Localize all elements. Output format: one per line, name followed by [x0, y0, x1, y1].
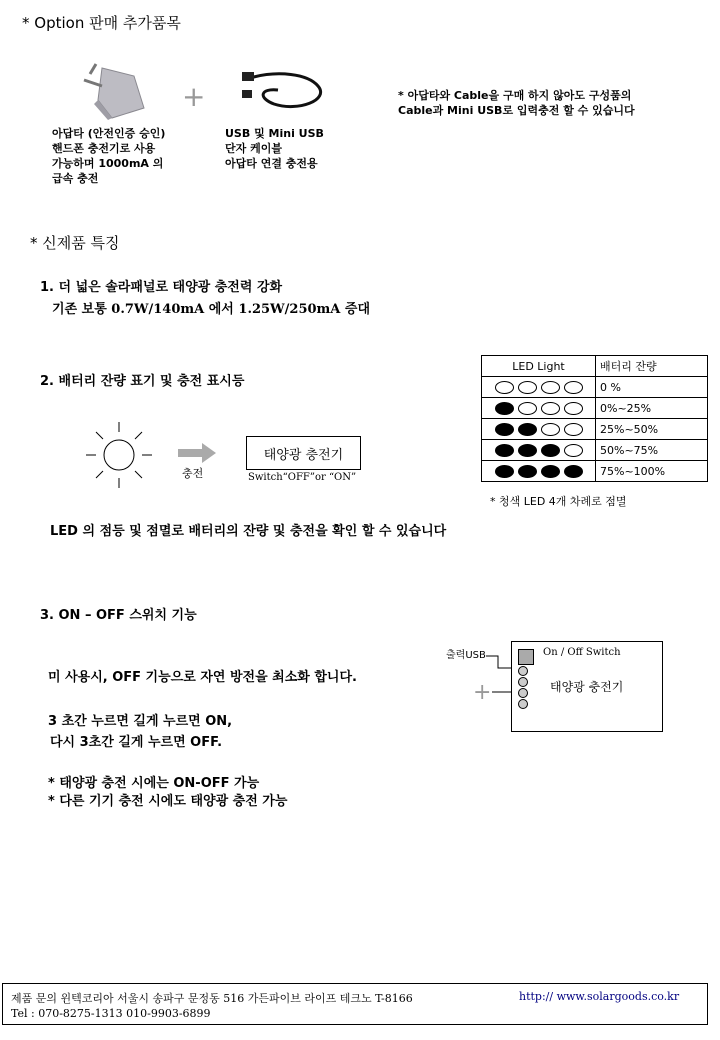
led-dot	[495, 465, 514, 478]
led-dots	[482, 461, 596, 482]
led-indicator-icon	[518, 699, 528, 709]
option-note-line: * 아답타와 Cable을 구매 하지 않아도 구성품의	[398, 89, 632, 102]
led-dots	[482, 440, 596, 461]
option-note-line: Cable과 Mini USB로 입력충전 할 수 있습니다	[398, 104, 635, 117]
led-dot	[564, 381, 583, 394]
plus-connector-line	[492, 686, 512, 698]
sun-icon	[86, 420, 152, 490]
footer-phone: Tel : 070-8275-1313 010-9903-6899	[11, 1007, 211, 1020]
led-dot	[541, 402, 560, 415]
led-dot	[564, 465, 583, 478]
table-row	[482, 419, 708, 440]
switch-caption: Switch“OFF”or “ON”	[248, 472, 357, 483]
led-dot	[495, 444, 514, 457]
led-dot	[518, 423, 537, 436]
led-dot	[541, 381, 560, 394]
switch-label: On / Off Switch	[543, 647, 621, 658]
charger-box: 태양광 충전기	[246, 436, 361, 470]
arrow-right-icon	[178, 443, 218, 463]
led-dots	[482, 419, 596, 440]
header-level: 배터리 잔량	[596, 356, 708, 377]
level-label: 25%~50%	[596, 419, 708, 440]
led-dot	[541, 423, 560, 436]
led-dot	[564, 444, 583, 457]
footer-contact: 제품 문의 윈텍코리아 서울시 송파구 문정동 516 가든파이브 라이프 테크노 T-8166	[11, 992, 413, 1005]
plus-sign: +	[182, 80, 206, 113]
led-dot	[564, 402, 583, 415]
adapter-caption-line: 급속 충전	[52, 172, 99, 185]
level-label: 0 %	[596, 377, 708, 398]
led-dot	[518, 381, 537, 394]
adapter-caption-line: 가능하며 1000mA 의	[52, 157, 164, 170]
feature1-title: 1. 더 넓은 솔라패널로 태양광 충전력 강화	[40, 280, 283, 295]
led-dot	[518, 465, 537, 478]
led-description: LED 의 점등 및 점멸로 배터리의 잔량 및 충전을 확인 할 수 있습니다	[50, 524, 447, 539]
feature3-line3: 다시 3초간 길게 누르면 OFF.	[50, 735, 223, 750]
led-indicator-icon	[518, 677, 528, 687]
table-row	[482, 377, 708, 398]
led-dots	[482, 377, 596, 398]
cable-caption-line: USB 및 Mini USB	[225, 127, 324, 140]
led-dot	[495, 423, 514, 436]
led-indicator-icon	[518, 688, 528, 698]
table-row	[482, 398, 708, 419]
led-table-note: * 청색 LED 4개 차례로 점멸	[490, 495, 627, 508]
usb-port-icon	[518, 649, 534, 665]
adapter-caption	[52, 126, 165, 186]
level-label: 75%~100%	[596, 461, 708, 482]
feature3-line2: 3 초간 누르면 길게 누르면 ON,	[48, 714, 233, 729]
led-dot	[564, 423, 583, 436]
led-dot	[495, 381, 514, 394]
led-dot	[541, 444, 560, 457]
cable-caption-line: 아답타 연결 충전용	[225, 157, 318, 170]
led-table-header	[482, 356, 708, 377]
adapter-caption-line: 아답타 (안전인증 승인)	[52, 127, 166, 140]
led-dot	[541, 465, 560, 478]
level-label: 50%~75%	[596, 440, 708, 461]
charge-label: 충전	[182, 467, 204, 480]
device-name: 태양광 충전기	[550, 680, 624, 694]
led-dot	[518, 402, 537, 415]
led-table	[481, 355, 708, 482]
feature3-line1: 미 사용시, OFF 기능으로 자연 방전을 최소화 합니다.	[48, 670, 357, 685]
led-dot	[495, 402, 514, 415]
feature3-note-b: * 다른 기기 충전 시에도 태양광 충전 가능	[48, 794, 288, 809]
cable-caption	[225, 126, 324, 171]
header-led: LED Light	[482, 356, 596, 377]
footer	[2, 983, 708, 1025]
feature2-title: 2. 배터리 잔량 표기 및 충전 표시등	[40, 374, 245, 389]
device-plus-sign: +	[473, 680, 492, 705]
table-row	[482, 440, 708, 461]
cable-image	[238, 60, 333, 120]
adapter-image	[72, 56, 152, 126]
table-row	[482, 461, 708, 482]
led-dots	[482, 398, 596, 419]
footer-url[interactable]: http:// www.solargoods.co.kr	[519, 990, 680, 1003]
feature3-note-a: * 태양광 충전 시에는 ON-OFF 가능	[48, 776, 260, 791]
cable-caption-line: 단자 케이블	[225, 142, 282, 155]
usb-label: 출력USB	[446, 650, 486, 661]
feature1-desc: 기존 보통 0.7W/140mA 에서 1.25W/250mA 증대	[52, 302, 371, 317]
led-dot	[518, 444, 537, 457]
feature3-title: 3. ON – OFF 스위치 기능	[40, 608, 197, 623]
features-title: * 신제품 특징	[30, 234, 120, 252]
adapter-caption-line: 핸드폰 충전기로 사용	[52, 142, 156, 155]
option-note	[398, 88, 635, 118]
level-label: 0%~25%	[596, 398, 708, 419]
option-title: * Option 판매 추가품목	[22, 14, 181, 32]
led-indicator-icon	[518, 666, 528, 676]
